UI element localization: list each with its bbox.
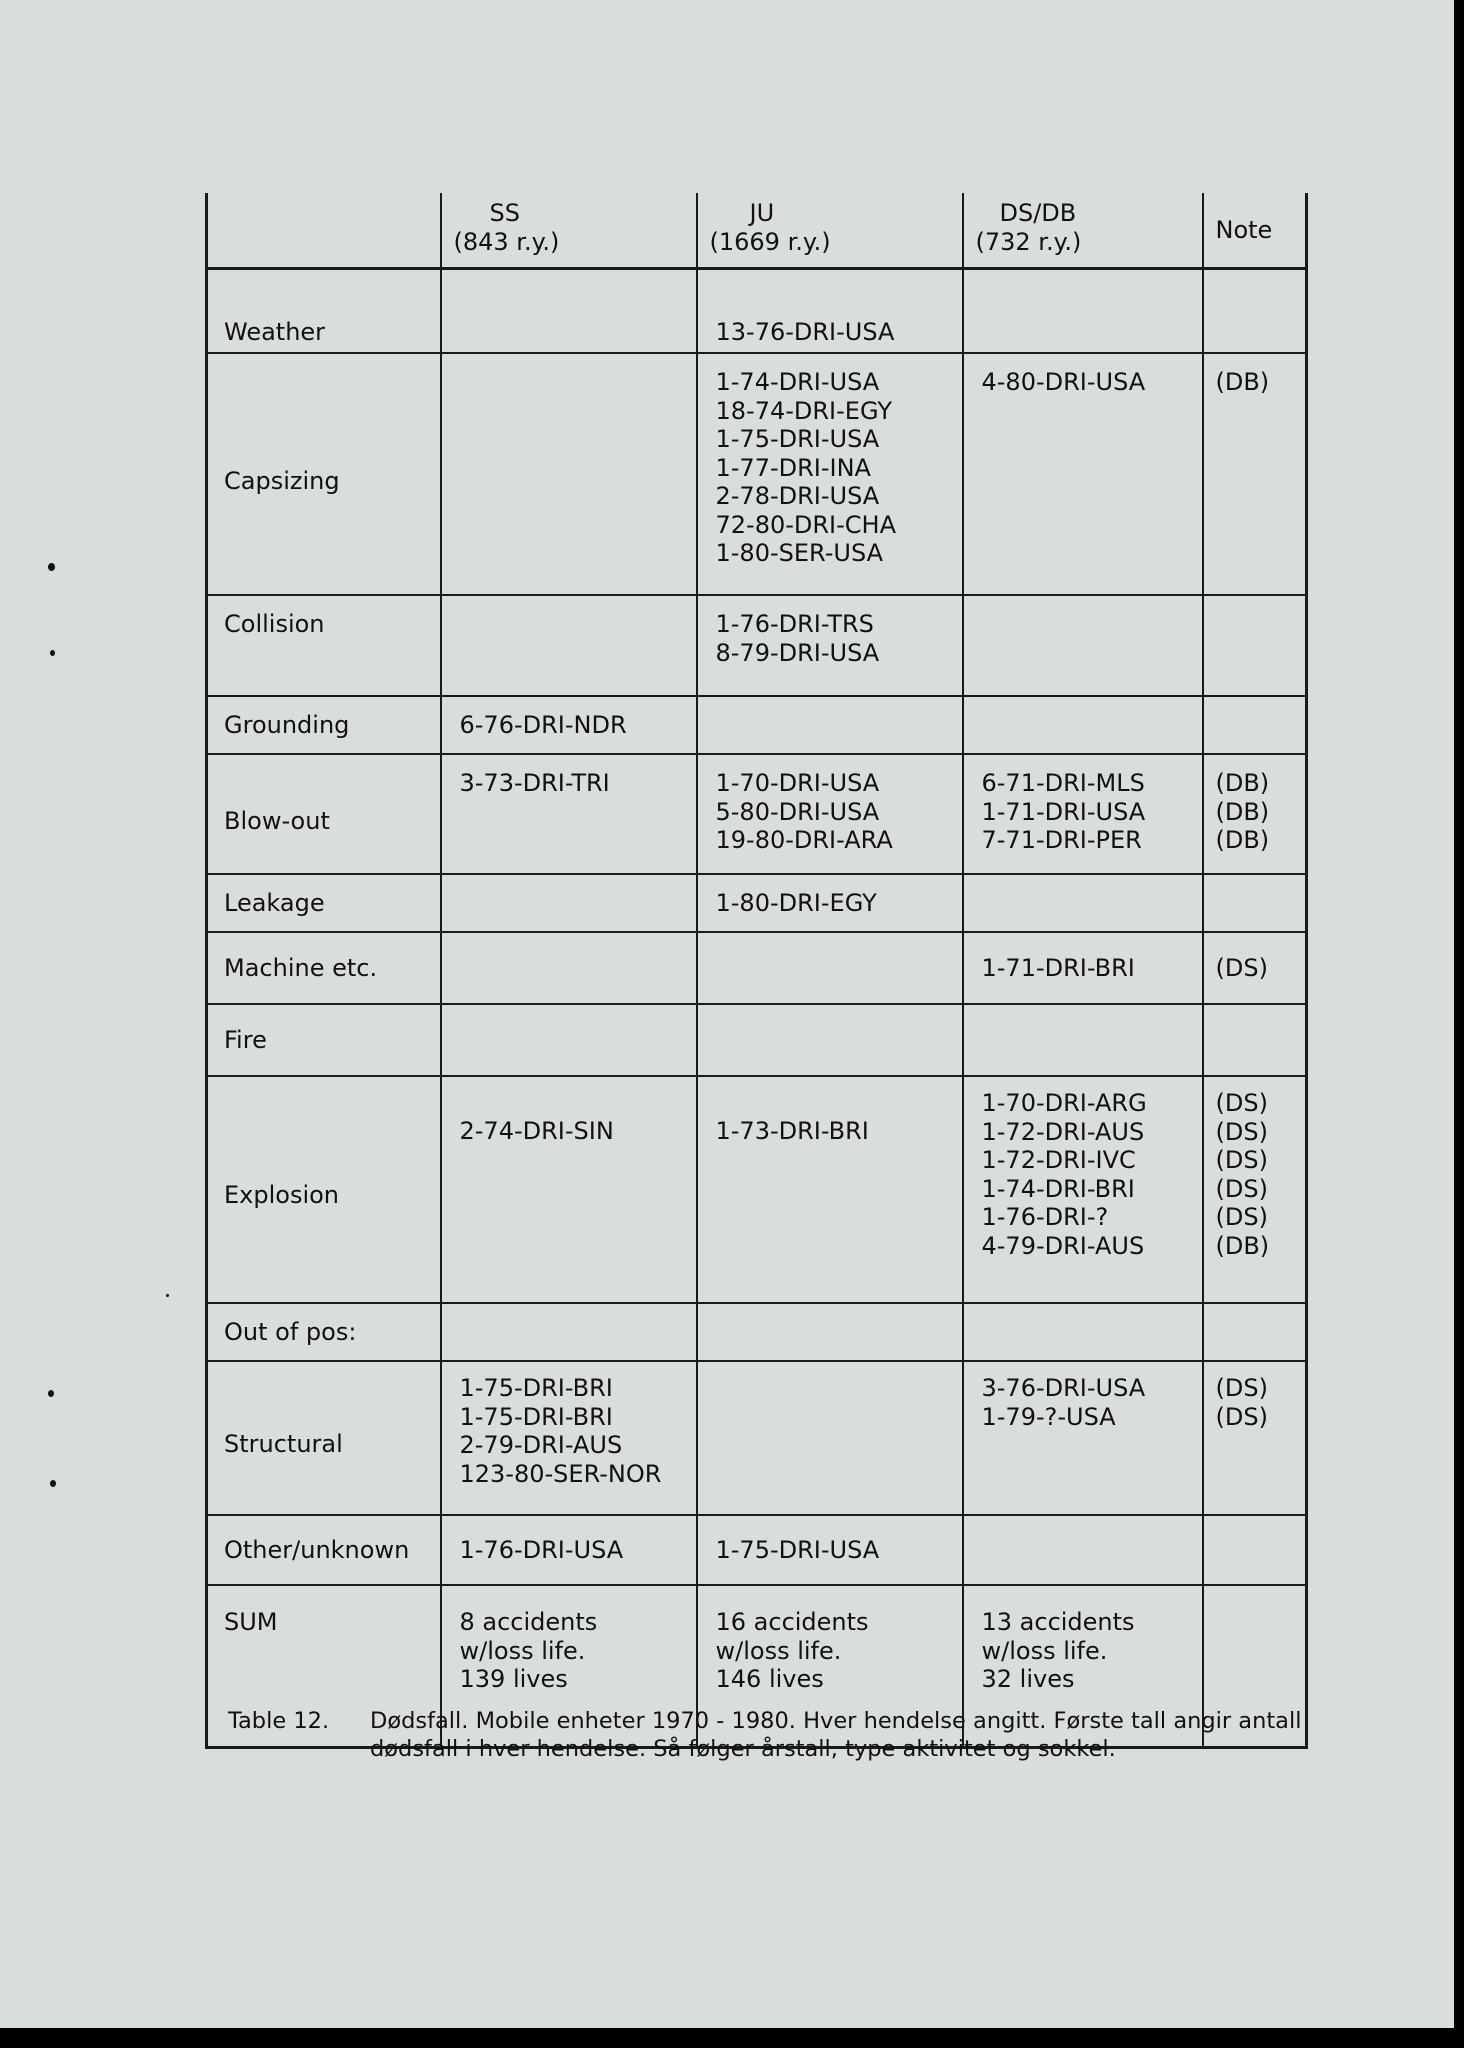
cell-dsdb <box>963 353 1203 595</box>
cell-note <box>1203 595 1307 696</box>
cell-ju <box>697 874 963 932</box>
accident-code: 6-76-DRI-NDR <box>459 710 627 739</box>
accident-code: 1-76-DRI-? <box>981 1203 1109 1231</box>
note-value: (DB) <box>1215 1231 1270 1260</box>
row-leakage <box>207 874 1307 932</box>
row-label: Weather <box>207 269 441 354</box>
note-value: (DS) <box>1215 953 1268 982</box>
accident-code: 1-75-DRI-USA <box>715 425 880 453</box>
cell-dsdb <box>963 1303 1203 1361</box>
row-other <box>207 1515 1307 1585</box>
accident-code: 1-77-DRI-INA <box>715 453 871 482</box>
accident-code: 1-70-DRI-ARG <box>981 1089 1147 1117</box>
cell-ss <box>441 1004 697 1076</box>
row-structural <box>207 1361 1307 1515</box>
cell-ss <box>441 754 697 874</box>
cell-ju <box>697 595 963 696</box>
caption-label: Table 12. <box>228 1708 330 1734</box>
accident-code: 6-71-DRI-MLS <box>981 769 1145 797</box>
accident-code: 1-79-?-USA <box>981 1402 1116 1431</box>
scan-speck <box>48 563 55 571</box>
cell-ss <box>441 1361 697 1515</box>
row-label: Structural <box>207 1361 441 1515</box>
row-label: Machine etc. <box>207 932 441 1004</box>
accident-code: 1-72-DRI-IVC <box>981 1146 1136 1174</box>
header-ss-title: SS <box>489 199 520 227</box>
row-collision <box>207 595 1307 696</box>
cell-note <box>1203 696 1307 754</box>
row-label: Explosion <box>207 1076 441 1303</box>
cell-note <box>1203 874 1307 932</box>
accident-code: 4-79-DRI-AUS <box>981 1231 1145 1260</box>
cell-ss <box>441 696 697 754</box>
cell-ju <box>697 1515 963 1585</box>
note-value: (DS) <box>1215 1374 1268 1402</box>
row-machine <box>207 932 1307 1004</box>
accident-code: 1-74-DRI-BRI <box>981 1174 1135 1203</box>
cell-ju <box>697 1004 963 1076</box>
header-ju-title: JU <box>749 199 775 227</box>
cell-note <box>1203 932 1307 1004</box>
row-label: Capsizing <box>207 353 441 595</box>
scan-border-bottom <box>0 2028 1464 2048</box>
cell-dsdb <box>963 1004 1203 1076</box>
scan-speck <box>50 650 55 656</box>
row-label: Grounding <box>207 696 441 754</box>
header-note: Note <box>1203 193 1307 269</box>
note-value: (DS) <box>1215 1117 1268 1146</box>
header-dsdb-title: DS/DB <box>999 199 1077 227</box>
scan-speck <box>166 1294 169 1297</box>
cell-ss <box>441 353 697 595</box>
note-value: (DB) <box>1215 368 1270 396</box>
accident-code: 1-75-DRI-BRI <box>459 1402 613 1431</box>
row-label: Fire <box>207 1004 441 1076</box>
sum-value: 139 lives <box>459 1665 568 1693</box>
header-ju <box>697 193 963 269</box>
row-fire <box>207 1004 1307 1076</box>
cell-ss <box>441 1076 697 1303</box>
row-capsizing <box>207 353 1307 595</box>
accident-code: 1-80-SER-USA <box>715 539 884 567</box>
sum-value: 8 accidents <box>459 1608 598 1636</box>
cell-dsdb <box>963 1361 1203 1515</box>
accident-code: 5-80-DRI-USA <box>715 797 880 826</box>
note-value: (DS) <box>1215 1089 1268 1117</box>
row-explosion <box>207 1076 1307 1303</box>
sum-value: w/loss life. <box>459 1636 586 1665</box>
cell-ju <box>697 932 963 1004</box>
accident-code: 123-80-SER-NOR <box>459 1459 662 1488</box>
scan-speck <box>48 1390 54 1397</box>
row-blowout <box>207 754 1307 874</box>
cell-note <box>1203 1515 1307 1585</box>
cell-ju <box>697 1361 963 1515</box>
note-value: (DS) <box>1215 1203 1268 1231</box>
accident-code: 3-76-DRI-USA <box>981 1374 1146 1402</box>
cell-note <box>1203 269 1307 354</box>
cell-note <box>1203 1004 1307 1076</box>
sum-value: w/loss life. <box>715 1636 842 1665</box>
row-label: Other/unknown <box>207 1515 441 1585</box>
row-label: Out of pos: <box>207 1303 441 1361</box>
header-empty-cell <box>207 193 441 269</box>
accident-code: 3-73-DRI-TRI <box>459 769 610 797</box>
cell-dsdb <box>963 1076 1203 1303</box>
header-ss <box>441 193 697 269</box>
accident-code: 4-80-DRI-USA <box>981 368 1146 396</box>
accident-code: 1-71-DRI-BRI <box>981 953 1135 982</box>
accident-code: 1-73-DRI-BRI <box>715 1117 869 1145</box>
caption-text: Dødsfall. Mobile enheter 1970 - 1980. Hver hendelse angitt. Første tall angir antall dødsfall i hver hendelse. Så følger årstall, type aktivitet og sokkel. <box>370 1708 1302 1762</box>
cell-ss <box>441 1515 697 1585</box>
note-value: (DS) <box>1215 1174 1268 1203</box>
accident-code: 1-76-DRI-USA <box>459 1535 624 1564</box>
accident-code: 1-74-DRI-USA <box>715 368 880 396</box>
row-label: Leakage <box>207 874 441 932</box>
accident-code: 1-70-DRI-USA <box>715 769 880 797</box>
note-value: (DB) <box>1215 826 1270 854</box>
cell-dsdb <box>963 1515 1203 1585</box>
note-value: (DB) <box>1215 769 1270 797</box>
cell-ss <box>441 1303 697 1361</box>
cell-note <box>1203 353 1307 595</box>
accident-code: 13-76-DRI-USA <box>715 317 895 346</box>
cell-ju <box>697 269 963 354</box>
accident-code: 1-76-DRI-TRS <box>715 610 874 638</box>
row-label: Blow-out <box>207 754 441 874</box>
note-value: (DB) <box>1215 797 1270 826</box>
accident-code: 2-78-DRI-USA <box>715 482 880 510</box>
note-value: (DS) <box>1215 1402 1268 1431</box>
cell-note <box>1203 1303 1307 1361</box>
header-ju-sub: (1669 r.y.) <box>709 227 831 256</box>
sum-value: 16 accidents <box>715 1608 869 1636</box>
cell-note <box>1203 754 1307 874</box>
cell-ss <box>441 595 697 696</box>
accident-code: 1-75-DRI-USA <box>715 1535 880 1564</box>
header-row <box>207 193 1307 269</box>
cell-ss <box>441 269 697 354</box>
cell-dsdb <box>963 874 1203 932</box>
cell-note <box>1203 1361 1307 1515</box>
cell-ju <box>697 754 963 874</box>
accident-code: 1-72-DRI-AUS <box>981 1117 1145 1146</box>
row-label: Collision <box>207 595 441 696</box>
sum-value: 13 accidents <box>981 1608 1135 1636</box>
accident-code: 8-79-DRI-USA <box>715 638 880 667</box>
sum-value: 32 lives <box>981 1665 1075 1693</box>
row-outofpos <box>207 1303 1307 1361</box>
cell-ju <box>697 353 963 595</box>
header-ss-sub: (843 r.y.) <box>453 227 560 256</box>
header-dsdb <box>963 193 1203 269</box>
scan-speck <box>50 1480 56 1487</box>
accident-table <box>205 193 1308 1749</box>
accident-code: 1-80-DRI-EGY <box>715 888 877 917</box>
cell-dsdb <box>963 754 1203 874</box>
accident-code: 2-79-DRI-AUS <box>459 1431 623 1459</box>
row-label: SUM <box>207 1585 441 1748</box>
cell-dsdb <box>963 932 1203 1004</box>
cell-ju <box>697 696 963 754</box>
row-weather <box>207 269 1307 354</box>
row-grounding <box>207 696 1307 754</box>
cell-note <box>1203 1076 1307 1303</box>
accident-code: 19-80-DRI-ARA <box>715 826 893 854</box>
cell-dsdb <box>963 269 1203 354</box>
sum-value: w/loss life. <box>981 1636 1108 1665</box>
cell-ss <box>441 932 697 1004</box>
accident-code: 1-71-DRI-USA <box>981 797 1146 826</box>
cell-ju <box>697 1303 963 1361</box>
accident-code: 1-75-DRI-BRI <box>459 1374 613 1402</box>
cell-ss <box>441 874 697 932</box>
header-dsdb-sub: (732 r.y.) <box>975 227 1082 256</box>
cell-dsdb <box>963 595 1203 696</box>
note-value: (DS) <box>1215 1146 1268 1174</box>
scan-border-right <box>1454 0 1464 2048</box>
sum-value: 146 lives <box>715 1665 824 1693</box>
accident-code: 72-80-DRI-CHA <box>715 510 897 539</box>
cell-dsdb <box>963 696 1203 754</box>
cell-ju <box>697 1076 963 1303</box>
accident-code: 18-74-DRI-EGY <box>715 396 893 425</box>
accident-code: 7-71-DRI-PER <box>981 826 1142 854</box>
accident-code: 2-74-DRI-SIN <box>459 1117 614 1145</box>
